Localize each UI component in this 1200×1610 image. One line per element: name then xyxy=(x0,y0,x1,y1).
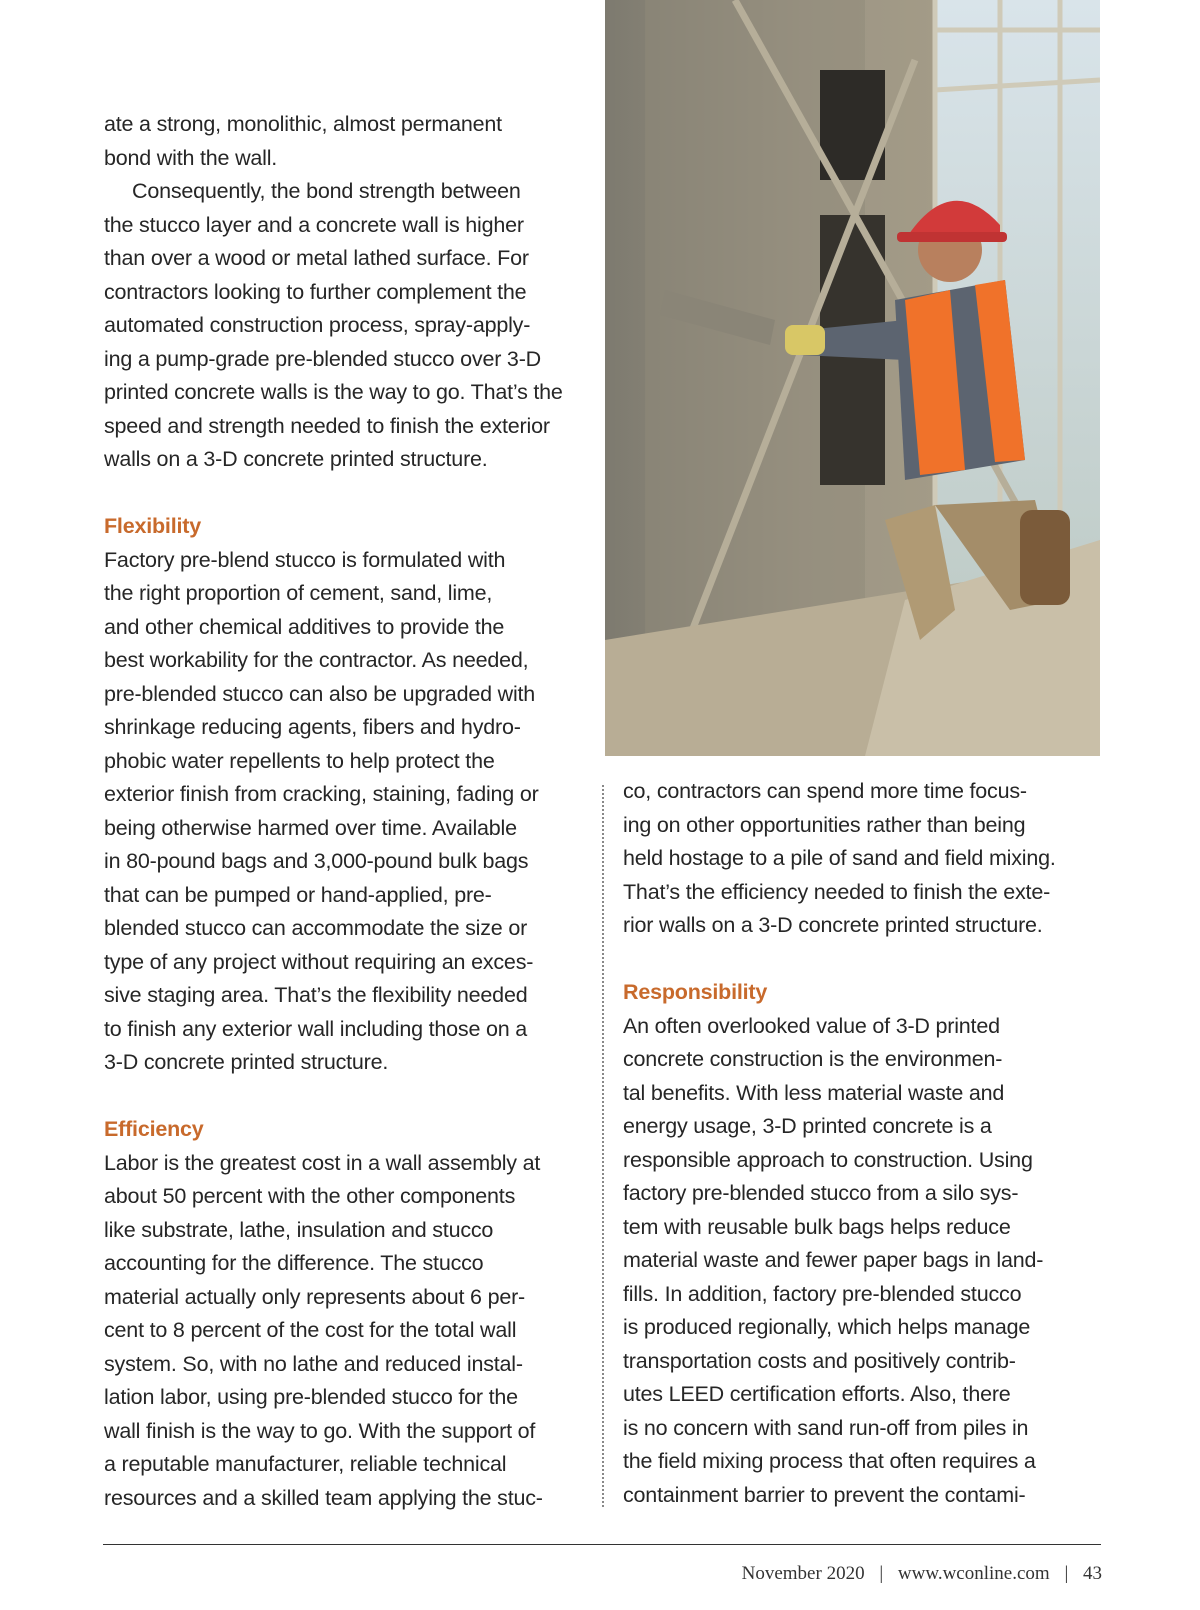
text-line: best workability for the contractor. As needed, xyxy=(104,648,529,672)
paragraph-4 xyxy=(104,1147,584,1516)
text-line: contractors looking to further complement the xyxy=(104,279,527,304)
text-line: 3-D concrete printed structure. xyxy=(104,1050,389,1074)
text-line: co, contractors can spend more time focus- xyxy=(623,779,1027,803)
text-line: An often overlooked value of 3-D printed xyxy=(623,1013,1000,1038)
text-line: like substrate, lathe, insulation and stucco xyxy=(104,1217,494,1242)
text-line: Consequently, the bond strength between xyxy=(132,179,521,203)
paragraph-2 xyxy=(104,175,584,477)
text-line: phobic water repellents to help protect the xyxy=(104,748,495,773)
text-line: and other chemical additives to provide the xyxy=(104,614,505,639)
heading-efficiency: Efficiency xyxy=(104,1117,204,1141)
text-line: shrinkage reducing agents, fibers and hydro- xyxy=(104,715,521,739)
text-line: sive staging area. That’s the flexibility needed xyxy=(104,983,528,1007)
heading-flexibility: Flexibility xyxy=(104,514,201,538)
right-column xyxy=(623,775,1103,1512)
text-line: automated construction process, spray-apply- xyxy=(104,313,531,337)
heading-responsibility: Responsibility xyxy=(623,980,768,1004)
page-number: 43 xyxy=(1083,1563,1102,1584)
text-line: material waste and fewer paper bags in land- xyxy=(623,1248,1044,1272)
footer-separator: | xyxy=(879,1563,884,1584)
text-line: printed concrete walls is the way to go. That’s the xyxy=(104,380,563,404)
text-line: Labor is the greatest cost in a wall assembly at xyxy=(104,1150,541,1175)
text-line: fills. In addition, factory pre-blended stucco xyxy=(623,1281,1022,1306)
text-line: containment barrier to prevent the contami- xyxy=(623,1482,1026,1507)
text-line: exterior finish from cracking, staining, fading or xyxy=(104,782,539,806)
stucco-worker-photo xyxy=(605,0,1100,756)
text-line: That’s the efficiency needed to finish the exte- xyxy=(623,879,1051,904)
website-link[interactable]: www.wconline.com xyxy=(897,1563,1050,1584)
text-line: tal benefits. With less material waste and xyxy=(623,1080,1005,1105)
photo-illustration xyxy=(605,0,1100,756)
spacer xyxy=(104,477,584,511)
issue-date: November 2020 xyxy=(741,1563,865,1584)
text-line: being otherwise harmed over time. Available xyxy=(104,815,517,840)
text-line: is no concern with sand run-off from piles in xyxy=(623,1415,1029,1440)
text-line: than over a wood or metal lathed surface. For xyxy=(104,246,529,270)
text-line: in 80-pound bags and 3,000-pound bulk bags xyxy=(104,849,529,873)
text-line: the field mixing process that often requires a xyxy=(623,1449,1036,1473)
text-line: ate a strong, monolithic, almost permanent xyxy=(104,112,502,136)
text-line: about 50 percent with the other components xyxy=(104,1184,516,1208)
page-footer xyxy=(742,1563,1102,1585)
text-line: type of any project without requiring an exces- xyxy=(104,949,534,974)
footer-separator: | xyxy=(1064,1563,1069,1584)
column-divider xyxy=(602,785,604,1507)
text-line: ing on other opportunities rather than being xyxy=(623,812,1026,837)
spacer xyxy=(623,943,1103,977)
text-line: accounting for the difference. The stucco xyxy=(104,1251,484,1275)
text-line: utes LEED certification efforts. Also, there xyxy=(623,1382,1011,1406)
text-line: the right proportion of cement, sand, lime, xyxy=(104,581,493,605)
text-line: to finish any exterior wall including those on a xyxy=(104,1016,528,1041)
text-line: responsible approach to construction. Using xyxy=(623,1147,1033,1172)
text-line: system. So, with no lathe and reduced instal- xyxy=(104,1351,523,1376)
text-line: is produced regionally, which helps manage xyxy=(623,1315,1031,1339)
text-line: bond with the wall. xyxy=(104,145,278,170)
text-line: pre-blended stucco can also be upgraded with xyxy=(104,681,536,706)
spacer xyxy=(104,1080,584,1114)
text-line: blended stucco can accommodate the size or xyxy=(104,916,528,940)
text-line: held hostage to a pile of sand and field mixing. xyxy=(623,846,1056,870)
footer-rule xyxy=(103,1544,1101,1545)
text-line: material actually only represents about 6 per- xyxy=(104,1284,526,1309)
text-line: walls on a 3-D concrete printed structure. xyxy=(104,447,488,471)
text-line: that can be pumped or hand-applied, pre- xyxy=(104,882,492,907)
paragraph-6 xyxy=(623,1010,1103,1513)
text-line: resources and a skilled team applying the stuc- xyxy=(104,1485,543,1510)
text-line: Factory pre-blend stucco is formulated with xyxy=(104,547,506,572)
text-line: transportation costs and positively contrib- xyxy=(623,1348,1016,1373)
paragraph-5 xyxy=(623,775,1103,943)
text-line: the stucco layer and a concrete wall is higher xyxy=(104,212,524,237)
text-line: factory pre-blended stucco from a silo sys- xyxy=(623,1181,1019,1205)
left-column xyxy=(104,108,584,1515)
paragraph-1 xyxy=(104,108,584,175)
text-line: concrete construction is the environmen- xyxy=(623,1047,1003,1071)
paragraph-3 xyxy=(104,544,584,1080)
text-line: lation labor, using pre-blended stucco for the xyxy=(104,1385,518,1409)
text-line: wall finish is the way to go. With the support of xyxy=(104,1418,536,1443)
text-line: tem with reusable bulk bags helps reduce xyxy=(623,1214,1011,1239)
text-line: energy usage, 3-D printed concrete is a xyxy=(623,1114,992,1138)
text-line: a reputable manufacturer, reliable technical xyxy=(104,1452,507,1476)
text-line: cent to 8 percent of the cost for the total wall xyxy=(104,1318,517,1342)
text-line: ing a pump-grade pre-blended stucco over 3-D xyxy=(104,346,541,371)
text-line: speed and strength needed to finish the exterior xyxy=(104,413,550,438)
text-line: rior walls on a 3-D concrete printed structure. xyxy=(623,913,1043,937)
